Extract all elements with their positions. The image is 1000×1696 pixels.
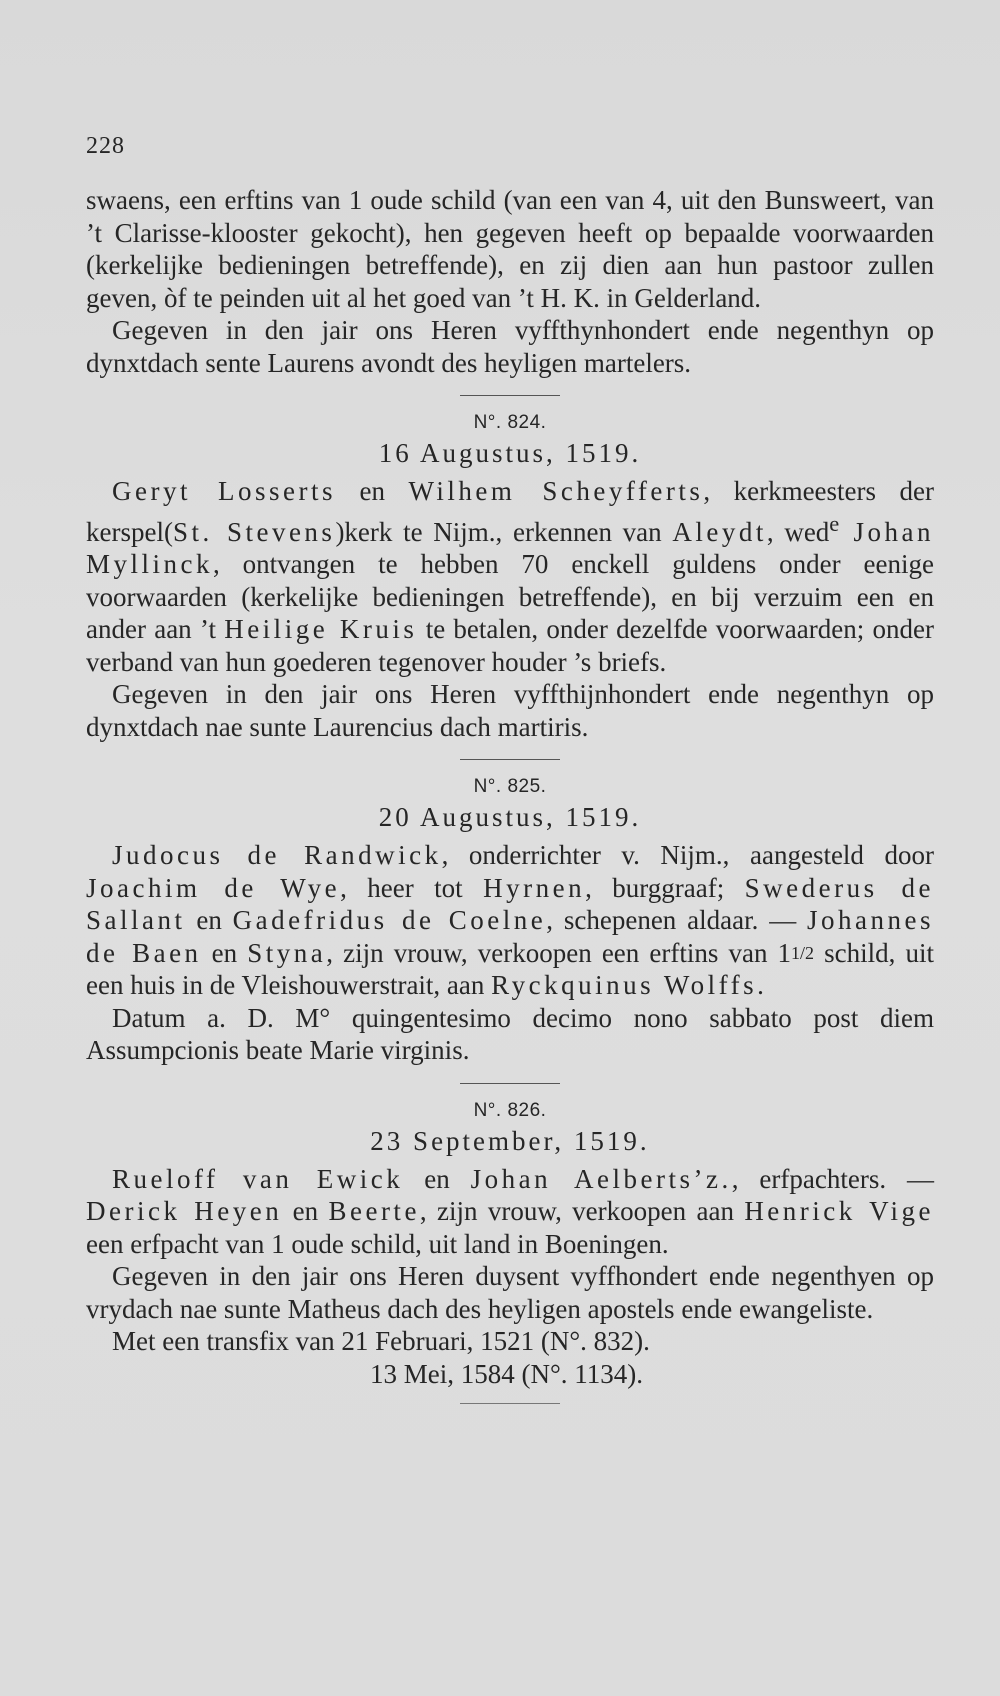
person-name: Johan Myllinck bbox=[86, 516, 934, 579]
entry-number: N°. 825. bbox=[473, 776, 547, 797]
entry-826 bbox=[86, 1100, 934, 1392]
page-content bbox=[86, 184, 934, 1404]
section-divider bbox=[460, 759, 560, 760]
page-number: 228 bbox=[86, 133, 125, 159]
entry-summary: Judocus de Randwick, onderrichter v. Nijm., aangesteld door Joachim de Wye, heer tot Hyrnen, burggraaf; Swederus de Sallant en Gadefridus de Coelne, schepenen aldaar. — Johannes de Baen en Styna, zijn vrouw, verkoopen een erftins van 11/2 schild, uit een huis in de Vleishouwerstrait, aan Ryckquinus Wolffs. bbox=[86, 840, 935, 1000]
person-name: Styna bbox=[247, 937, 327, 968]
entry-summary: Rueloff van Ewick en Johan Aelberts’z., erfpachters. — Derick Heyen en Beerte, zijn vrouw, verkoopen aan Henrick Vige een erfpacht van 1 oude schild, uit land in Boeningen. bbox=[86, 1163, 935, 1259]
person-name: Ryckquinus Wolffs bbox=[491, 970, 758, 1000]
entry-dating: Gegeven in den jair ons Heren vyffthijnhondert ende negenthyn op dynxtdach nae sunte Laurencius dach martiris. bbox=[86, 679, 934, 742]
entry-dating: Datum a. D. M° quingentesimo decimo nono sabbato post diem Assumpcionis beate Marie virginis. bbox=[86, 1002, 934, 1065]
person-name: Geryt Losserts bbox=[112, 476, 336, 506]
person-name: Aleydt bbox=[672, 516, 767, 547]
entry-summary: Geryt Losserts en Wilhem Scheyfferts, kerkmeesters der kerspel(St. Stevens)kerk te Nijm., erkennen van Aleydt, wed$^e$ Johan Myllinck, ontvangen te hebben 70 enckell guldens onder eenige voorwaarden (kerkelijke bedieningen betreffende), en bij verzuim een en ander aan ’t Heilige Kruis te betalen, onder dezelfde voorwaarden; onder verband van hun goederen tegenover houder ’s briefs. bbox=[86, 476, 935, 677]
person-name: Judocus de Randwick bbox=[112, 840, 442, 870]
person-name: Gadefridus de Coelne bbox=[232, 905, 547, 935]
entry-825 bbox=[86, 776, 934, 1067]
person-name: Swederus de Sallant bbox=[86, 872, 934, 935]
place-name: Hyrnen bbox=[483, 872, 586, 903]
person-name: Rueloff van Ewick bbox=[112, 1163, 404, 1194]
person-name: Henrick Vige bbox=[744, 1196, 934, 1226]
entry-824 bbox=[86, 412, 934, 743]
entry-number: N°. 826. bbox=[473, 1099, 547, 1121]
entry-date: 23 September, 1519. bbox=[370, 1125, 650, 1156]
section-divider bbox=[460, 395, 560, 396]
intro-dating-paragraph: Gegeven in den jair ons Heren vyffthynhondert ende negenthyn op dynxtdach sente Laurens avondt des heyligen martelers. bbox=[86, 315, 934, 378]
person-name: Johan Aelberts’z. bbox=[470, 1163, 732, 1194]
transfix-notes bbox=[86, 1325, 934, 1391]
transfix-line: 13 Mei, 1584 (N°. 1134). bbox=[370, 1359, 644, 1389]
person-name: Derick Heyen bbox=[86, 1196, 283, 1226]
section-divider bbox=[460, 1083, 560, 1084]
place-name: Heilige Kruis bbox=[224, 614, 418, 644]
fraction: 1/2 bbox=[791, 942, 815, 963]
transfix-line: Met een transfix van 21 Februari, 1521 (N°. 832). bbox=[112, 1326, 650, 1356]
entry-date: 20 Augustus, 1519. bbox=[378, 802, 642, 832]
person-name: Beerte bbox=[328, 1196, 420, 1226]
intro-paragraph: swaens, een erftins van 1 oude schild (van een van 4, uit den Bunsweert, van ’t Clarisse-klooster gekocht), hen gegeven heeft op bepaalde voorwaarden (kerkelijke bedieningen betreffende), en zij dien aan hun pastoor zullen geven, òf te peinden uit al het goed van ’t H. K. in Gelderland. bbox=[86, 185, 934, 313]
person-name: Joachim de Wye bbox=[86, 872, 341, 903]
entry-number: N°. 824. bbox=[473, 412, 547, 433]
entry-dating: Gegeven in den jair ons Heren duysent vyffhondert ende negenthyen op vrydach nae sunte Matheus dach des heyligen apostels ende ewangeliste. bbox=[86, 1261, 934, 1324]
end-divider bbox=[460, 1403, 560, 1404]
person-name: Johannes de Baen bbox=[86, 905, 935, 968]
entry-date: 16 Augustus, 1519. bbox=[378, 438, 642, 468]
place-name: St. Stevens bbox=[172, 516, 336, 547]
person-name: Wilhem Scheyfferts bbox=[408, 476, 704, 506]
